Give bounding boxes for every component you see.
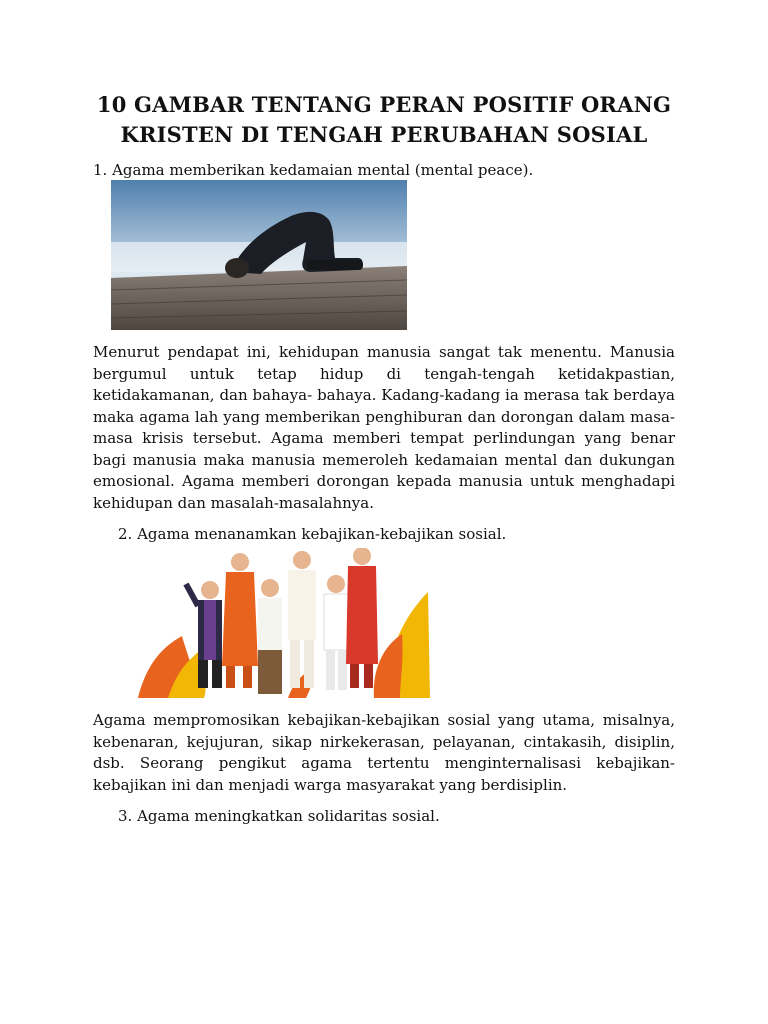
item-1-heading: 1. Agama memberikan kedamaian mental (mental peace). <box>93 161 534 179</box>
religious-figures-image <box>138 548 430 698</box>
religious-figures-icon <box>138 548 430 698</box>
item-2-heading: 2. Agama menanamkan kebajikan-kebajikan sosial. <box>118 525 507 543</box>
item-3-heading: 3. Agama meningkatkan solidaritas sosial. <box>118 807 440 825</box>
title-line-1: 10 GAMBAR TENTANG PERAN POSITIF ORANG <box>96 92 672 117</box>
item-1-paragraph: Menurut pendapat ini, kehidupan manusia sangat tak menentu. Manusia bergumul untuk tetap hidup di tengah-tengah ketidakpastian, ketidakamanan, dan bahaya- bahaya. Kadang-kadang ia merasa tak berdaya maka agama lah yang memberikan penghiburan dan dorongan dalam masa-masa krisis tersebut. Agama memberi tempat perlindungan yang benar bagi manusia maka manusia memeroleh kedamaian mental dan dukungan emosional. Agama memberi dorongan kepada manusia untuk menghadapi kehidupan dan masalah-masalahnya. <box>93 343 675 512</box>
praying-man-image <box>111 180 407 330</box>
title-line-2: KRISTEN DI TENGAH PERUBAHAN SOSIAL <box>120 122 648 147</box>
page-title <box>60 90 708 150</box>
praying-man-icon <box>111 180 407 330</box>
item-2-paragraph: Agama mempromosikan kebajikan-kebajikan sosial yang utama, misalnya, kebenaran, kejujuran, sikap nirkekerasan, pelayanan, cintakasih, disiplin, dsb. Seorang pengikut agama tertentu menginternalisasi kebajikan-kebajikan ini dan menjadi warga masyarakat yang berdisiplin. <box>93 711 675 794</box>
